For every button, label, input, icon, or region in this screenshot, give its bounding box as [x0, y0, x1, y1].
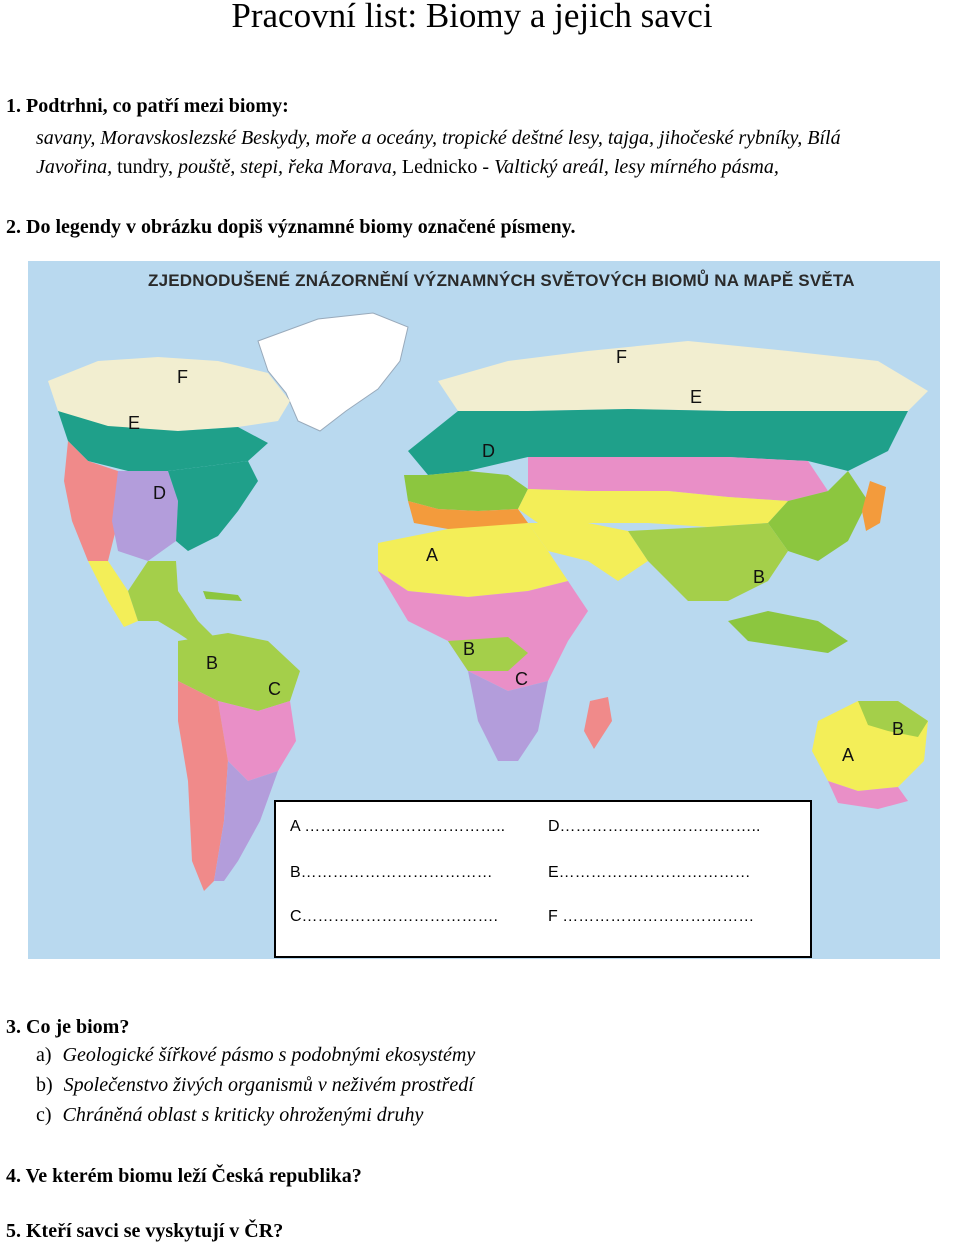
question-4-label: 4. Ve kterém biomu leží Česká republika?	[6, 1165, 362, 1187]
question-3-option-b	[36, 1073, 474, 1097]
map-label-b-africa: B	[463, 639, 476, 659]
map-label-d-eurasia: D	[482, 441, 495, 461]
map-label-c-africa: C	[515, 669, 528, 689]
legend-entry-b[interactable]: B………………………………	[290, 864, 493, 881]
question-3-option-a	[36, 1043, 475, 1067]
map-label-d-north-america: D	[153, 483, 166, 503]
map-legend	[274, 800, 812, 958]
na-east-forest	[168, 461, 258, 551]
option-a-text: Geologické šířkové pásmo s podobnými ekosystémy	[62, 1044, 476, 1066]
map-label-a-africa: A	[426, 545, 439, 565]
option-tundry: tundry,	[117, 156, 179, 178]
legend-entry-f[interactable]: F ………………………………	[548, 908, 755, 925]
question-2-label: 2. Do legendy v obrázku dopiš významné biomy označené písmeny.	[6, 216, 576, 238]
map-label-f-eurasia: F	[616, 347, 627, 367]
option-c-letter: c)	[36, 1104, 52, 1126]
legend-entry-a[interactable]: A ………………………………..	[290, 818, 506, 835]
japan	[862, 481, 886, 531]
page-title: Pracovní list: Biomy a jejich savci	[231, 0, 713, 35]
india-se-asia	[628, 523, 788, 601]
map-label-e-north-america: E	[128, 413, 141, 433]
question-1-label: 1. Podtrhni, co patří mezi biomy:	[6, 95, 289, 117]
indonesia	[728, 611, 848, 653]
map-label-b-australia: B	[892, 719, 905, 739]
question-5-label: 5. Kteří savci se vyskytují v ČR?	[6, 1220, 284, 1242]
question-3-option-c	[36, 1103, 423, 1127]
option-pouste: pouště, stepi, řeka Morava,	[178, 156, 402, 178]
option-a-letter: a)	[36, 1044, 52, 1066]
map-label-a-australia: A	[842, 745, 855, 765]
legend-entry-c[interactable]: C……………………………….	[290, 908, 498, 925]
question-1-options-line-2	[36, 155, 779, 179]
map-label-c-south-america: C	[268, 679, 281, 699]
caribbean	[203, 591, 242, 601]
map-label-b-asia: B	[753, 567, 766, 587]
question-1-options-line-1: savany, Moravskoslezské Beskydy, moře a oceány, tropické deštné lesy, tajga, jihočeské rybníky, Bílá	[36, 127, 841, 149]
legend-entry-d[interactable]: D………………………………..	[548, 818, 761, 835]
option-b-letter: b)	[36, 1074, 53, 1096]
question-3-label: 3. Co je biom?	[6, 1016, 130, 1038]
option-lednicko: Lednicko -	[401, 156, 495, 178]
option-b-text: Společenstvo živých organismů v neživém prostředí	[63, 1074, 474, 1096]
map-title: ZJEDNODUŠENÉ ZNÁZORNĚNÍ VÝZNAMNÝCH SVĚTOVÝCH BIOMŮ NA MAPĚ SVĚTA	[148, 271, 855, 290]
option-javorina: Javořina,	[36, 156, 118, 178]
map-label-b-south-america: B	[206, 653, 219, 673]
madagascar	[584, 697, 612, 749]
na-grassland	[112, 471, 178, 561]
map-label-f-north-america: F	[177, 367, 188, 387]
option-c-text: Chráněná oblast s kriticky ohroženými druhy	[62, 1104, 424, 1126]
map-label-e-eurasia: E	[690, 387, 703, 407]
eurasia-tundra	[438, 341, 928, 411]
option-valticky: Valtický areál, lesy mírného pásma,	[494, 156, 779, 178]
legend-entry-e[interactable]: E………………………………	[548, 864, 751, 881]
